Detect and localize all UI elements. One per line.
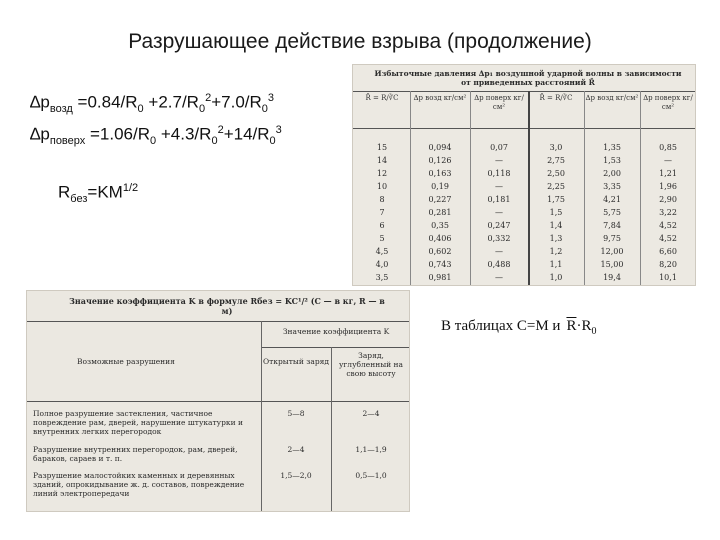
table-cell: 2,25	[547, 182, 565, 191]
table-cell: 1,2	[549, 247, 563, 256]
table-cell: 1,4	[549, 221, 563, 230]
table-cell: 0,488	[487, 260, 511, 269]
table-cell: 12,00	[600, 247, 624, 256]
table-cell: 9,75	[603, 234, 621, 243]
open-value-2: 2—4	[287, 445, 305, 454]
table-cell: 1,75	[547, 195, 565, 204]
table-cell: 7,84	[603, 221, 621, 230]
header-open-charge: Открытый заряд	[263, 357, 329, 366]
formula-air-overpressure: $\Delta p_{возд} =0.84/R_0 +2.7/R_0^2+7.0/R_0^3$	[30, 92, 275, 116]
table-cell: 2,00	[603, 169, 621, 178]
table-cell: 8,20	[659, 260, 677, 269]
table-cell: 10	[376, 182, 388, 191]
table-row	[353, 221, 696, 234]
damage-row-3: Разрушение малостойких каменных и деревянных зданий, опрокидывание ж. д. составов, повреждение линий электропередачи	[33, 471, 245, 498]
table-row	[353, 169, 696, 182]
table-cell: 10,1	[659, 273, 677, 282]
grid-line	[27, 321, 410, 322]
header-buried-charge: Заряд, углубленный на свою высоту	[338, 351, 404, 378]
table-cell: 3,22	[659, 208, 677, 217]
table-cell: 4,52	[659, 234, 677, 243]
table-cell: —	[495, 182, 503, 191]
table-cell: 0,126	[428, 156, 452, 165]
table-cell: —	[495, 208, 503, 217]
open-value-3: 1,5—2,0	[280, 471, 312, 480]
table-cell: —	[495, 247, 503, 256]
damage-row-2: Разрушение внутренних перегородок, рам, дверей, бараков, сараев и т. п.	[33, 445, 238, 463]
grid-line	[331, 347, 332, 512]
table-row	[353, 260, 696, 273]
table-cell: 4,5	[375, 247, 389, 256]
buried-value-1: 2—4	[362, 409, 380, 418]
table-cell: 7	[379, 208, 385, 217]
buried-value-3: 0,5—1,0	[355, 471, 387, 480]
table-cell: 1,1	[549, 260, 563, 269]
overpressure-table-header	[353, 91, 696, 129]
table-cell: 14	[376, 156, 388, 165]
header-air-left: ∆p возд кг/см²	[413, 94, 467, 102]
grid-line	[27, 401, 410, 402]
table-cell: 0,227	[428, 195, 452, 204]
open-value-1: 5—8	[287, 409, 305, 418]
table-cell: 3,35	[603, 182, 621, 191]
header-damage: Возможные разрушения	[77, 357, 175, 366]
table-cell: 0,332	[487, 234, 511, 243]
table-cell: 0,094	[428, 143, 452, 152]
table-cell: 2,75	[547, 156, 565, 165]
table-cell: 4,0	[375, 260, 389, 269]
table-cell: 1,3	[549, 234, 563, 243]
slide-title: Разрушающее действие взрыва (продолжение)	[128, 30, 592, 53]
table-cell: 0,118	[487, 169, 511, 178]
table-cell: 0,35	[431, 221, 449, 230]
table-cell: 3,5	[375, 273, 389, 282]
table-cell: 0,181	[487, 195, 511, 204]
formula-surface-overpressure: $\Delta p_{поверх} =1.06/R_0 +4.3/R_0^2+14/R_0^3$	[30, 124, 282, 148]
table-cell: 1,35	[603, 143, 621, 152]
table-cell: 1,0	[549, 273, 563, 282]
table-row	[353, 182, 696, 195]
header-surface-left: ∆p поверх кг/см²	[474, 94, 524, 111]
header-surface-right: ∆p поверх кг/см²	[643, 94, 693, 111]
coefficient-table-caption: Значение коэффициента K в формуле Rбез = KC¹/² (C — в кг, R — в м)	[69, 296, 385, 316]
table-row	[353, 143, 696, 156]
grid-line	[261, 321, 262, 512]
overpressure-table-caption: Избыточные давления ∆p₁ воздушной ударной волны в зависимости от приведенных расстояний R̄	[374, 69, 682, 87]
table-cell: 0,247	[487, 221, 511, 230]
table-cell: 1,5	[549, 208, 563, 217]
table-row	[353, 208, 696, 221]
header-air-right: ∆p возд кг/см²	[585, 94, 639, 102]
table-cell: 6	[379, 221, 385, 230]
table-cell: 5,75	[603, 208, 621, 217]
table-cell: 0,163	[428, 169, 452, 178]
table-cell: 4,21	[603, 195, 621, 204]
table-cell: 4,52	[659, 221, 677, 230]
table-row	[353, 195, 696, 208]
table-row	[353, 156, 696, 169]
table-row	[353, 234, 696, 247]
header-r-right: R̄ = R/∛C	[539, 94, 573, 102]
table-note: В таблицах С=М и $\overline{R}\cdot R_0$	[441, 318, 597, 337]
table-cell: 1,96	[659, 182, 677, 191]
overpressure-table-scan	[352, 64, 696, 286]
table-cell: 19,4	[603, 273, 621, 282]
damage-row-1: Полное разрушение застекления, частичное повреждение рам, дверей, нарушение штукатурки и внутренних легких перегородок	[33, 409, 243, 436]
table-cell: 1,21	[659, 169, 677, 178]
table-cell: 2,50	[547, 169, 565, 178]
table-cell: 0,602	[428, 247, 452, 256]
table-cell: 8	[379, 195, 385, 204]
table-cell: 0,743	[428, 260, 452, 269]
table-cell: 0,981	[428, 273, 452, 282]
table-cell: 6,60	[659, 247, 677, 256]
table-cell: 0,85	[659, 143, 677, 152]
table-cell: 15,00	[600, 260, 624, 269]
table-row	[353, 247, 696, 260]
table-cell: —	[664, 156, 672, 165]
header-r-left: R̄ = R/∛C	[365, 94, 399, 102]
table-cell: 12	[376, 169, 388, 178]
table-cell: 0,19	[431, 182, 449, 191]
table-cell: 1,53	[603, 156, 621, 165]
table-cell: —	[495, 156, 503, 165]
table-cell: 0,07	[490, 143, 508, 152]
table-cell: 0,406	[428, 234, 452, 243]
table-cell: 2,90	[659, 195, 677, 204]
grid-line	[261, 347, 410, 348]
table-cell: 5	[379, 234, 385, 243]
buried-value-2: 1,1—1,9	[355, 445, 387, 454]
table-cell: —	[495, 273, 503, 282]
table-cell: 0,281	[428, 208, 452, 217]
header-coefficient-group: Значение коэффициента K	[282, 327, 390, 336]
table-cell: 15	[376, 143, 388, 152]
formula-safe-distance: $R_{без}=KM^{1/2}$	[58, 182, 139, 206]
coefficient-table-scan	[26, 290, 410, 512]
table-cell: 3,0	[549, 143, 563, 152]
table-row	[353, 273, 696, 286]
